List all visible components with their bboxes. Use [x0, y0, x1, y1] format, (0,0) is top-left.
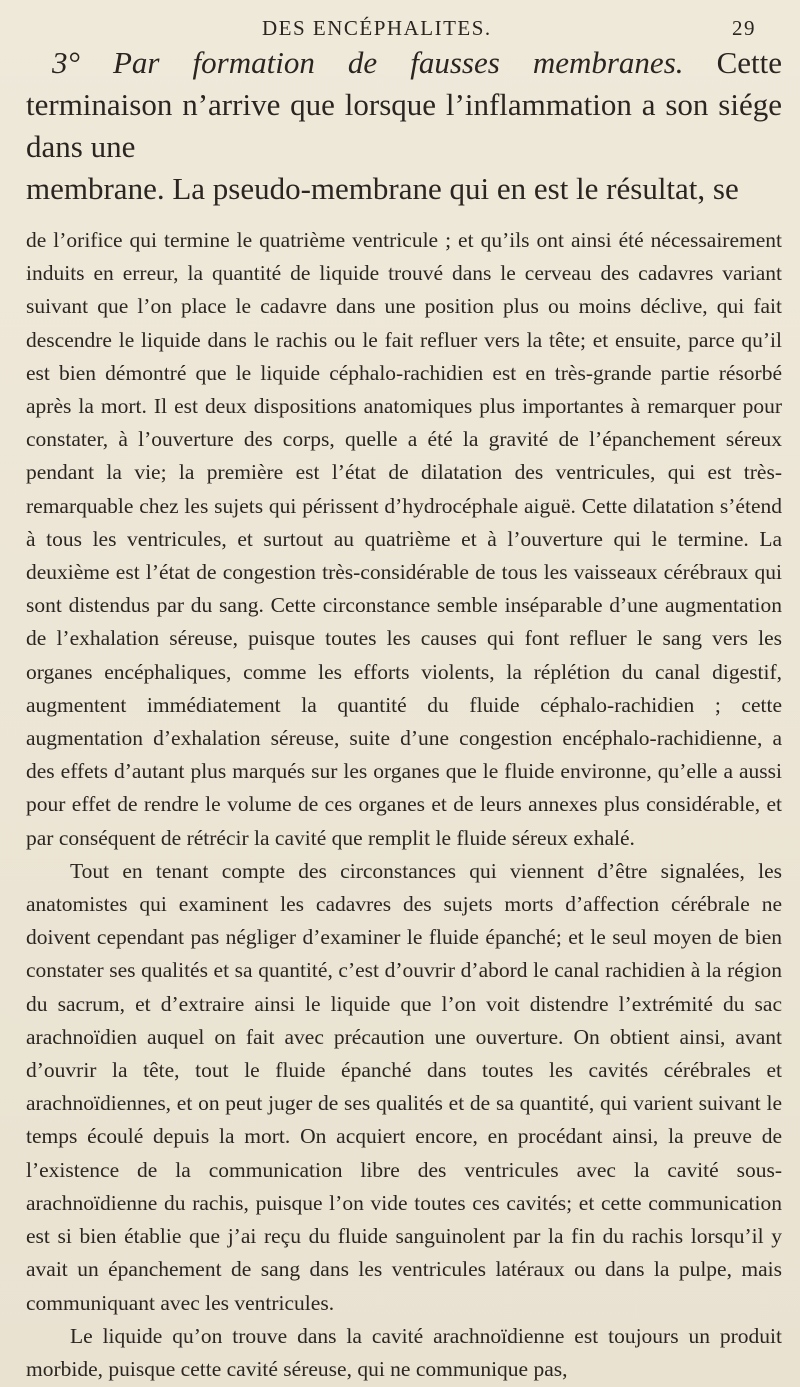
- opening-paragraph: [26, 42, 782, 168]
- page-number: 29: [732, 16, 756, 40]
- paragraph: Le liquide qu’on trouve dans la cavité arachnoïdienne est toujours un produit morbide, puisque cette cavité séreuse, qui ne communique pas,: [26, 1323, 782, 1381]
- running-head: [26, 14, 782, 42]
- body-text: [26, 224, 782, 1386]
- section-lead: 3° Par formation de fausses membranes.: [52, 45, 684, 80]
- opening-text: Cette terminaison n’arrive que lorsque l’inflammation a son siége dans une: [26, 45, 783, 164]
- opening-tail: membrane. La pseudo-membrane qui en est le résultat, se: [26, 171, 739, 206]
- running-title: DES ENCÉPHALITES.: [262, 16, 492, 40]
- paragraph: Tout en tenant compte des circonstances qui viennent d’être signalées, les anatomistes qui examinent les cadavres des sujets morts d’affection cérébrale ne doivent cependant pas négliger d’examiner le fluide épanché; et le seul moyen de bien constater ses qualités et sa quantité, c’est d’ouvrir d’abord le canal rachidien à la région du sacrum, et d’extraire ainsi le liquide que l’on voit distendre l’extrémité du sac arachnoïdien auquel on fait avec précaution une ouverture. On obtient ainsi, avant d’ouvrir la tête, tout le fluide épanché dans toutes les cavités cérébrales et arachnoïdiennes, et on peut juger de ses qualités et de sa quantité, qui varient suivant le temps écoulé depuis la mort. On acquiert encore, en procédant ainsi, la preuve de l’existence de la communication libre des ventricules avec la cavité sous-arachnoïdienne du rachis, puisque l’on vide toutes ces cavités; et cette communication est si bien établie que j’ai reçu du fluide sanguinolent par la fin du rachis lorsqu’il y avait un épanchement de sang dans les ventricules latéraux ou dans la pulpe, mais communiquant avec les ventricules.: [26, 858, 782, 1315]
- paragraph-continued: de l’orifice qui termine le quatrième ventricule ; et qu’ils ont ainsi été nécessairement induits en erreur, la quantité de liquide trouvé dans le cerveau des cadavres variant suivant que l’on place le cadavre dans une position plus ou moins déclive, qui fait descendre le liquide dans le rachis ou le fait refluer vers la tête; et ensuite, parce qu’il est bien démontré que le liquide céphalo-rachidien est en très-grande partie résorbé après la mort. Il est deux dispositions anatomiques plus importantes à remarquer pour constater, à l’ouverture des corps, quelle a été la gravité de l’épanchement séreux pendant la vie; la première est l’état de dilatation des ventricules, qui est très-remarquable chez les sujets qui périssent d’hydrocéphale aiguë. Cette dilatation s’étend à tous les ventricules, et surtout au quatrième et à l’ouverture qui le termine. La deuxième est l’état de congestion très-considérable de tous les vaisseaux cérébraux qui sont distendus par du sang. Cette circonstance semble inséparable d’une augmentation de l’exhalation séreuse, puisque toutes les causes qui font refluer le sang vers les organes encéphaliques, comme les efforts violents, la réplétion du canal digestif, augmentent immédiatement la quantité du fluide céphalo-rachidien ; cette augmentation d’exhalation séreuse, suite d’une congestion encéphalo-rachidienne, a des effets d’autant plus marqués sur les organes que le fluide environne, qu’elle a aussi pour effet de rendre le volume de ces organes et de leurs annexes plus considérable, et par conséquent de rétrécir la cavité que remplit le fluide séreux exhalé.: [26, 228, 782, 850]
